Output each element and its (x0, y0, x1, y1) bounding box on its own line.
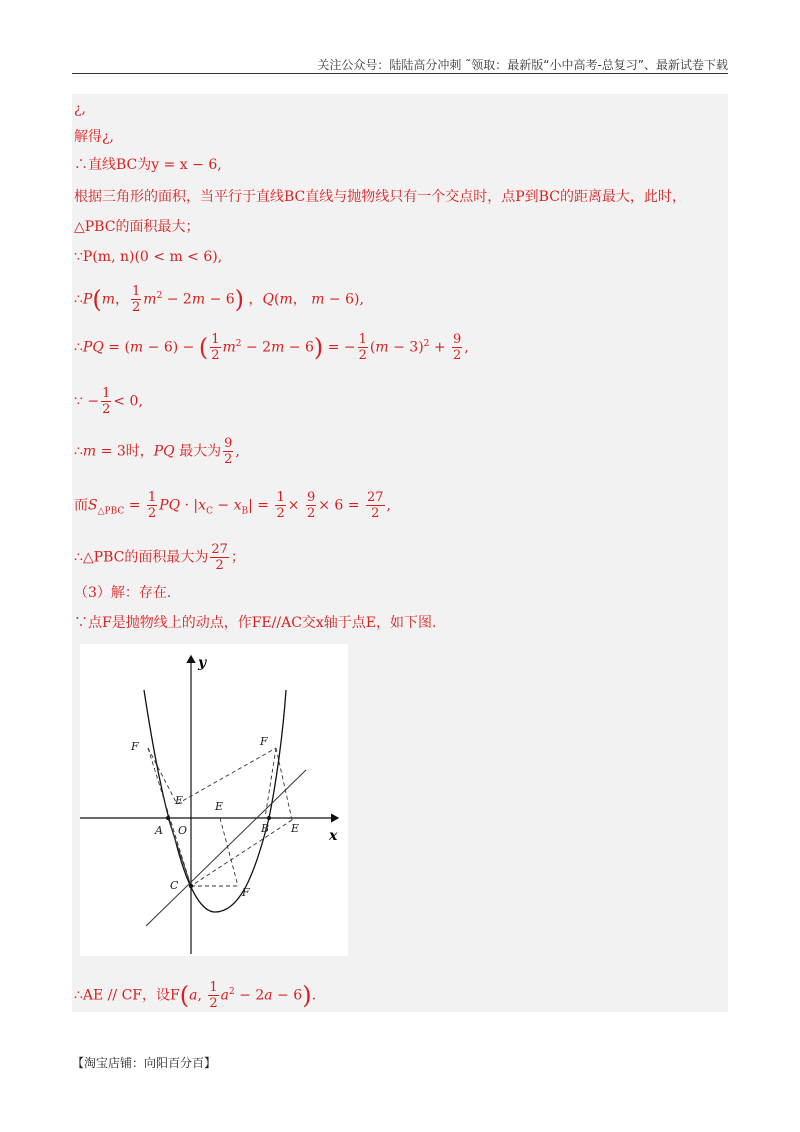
formula-line-12: ∴△PBC的面积最大为 $\frac{27}{2}$ ； (74, 542, 245, 573)
formula-line-7: ∴P(m， $\frac{1}{2}$ $m^2 - 2m - 6$) ，Q(m， m − 6), (74, 284, 364, 315)
text-line-5: △PBC的面积最大； (74, 219, 200, 235)
text-line-3: ∴直线BC为y = x − 6, (74, 157, 222, 173)
text-line-15: ∴AE // CF，设F (74, 987, 180, 1004)
text-line-12: ∴△PBC的面积最大为 (74, 549, 209, 566)
formula-line-8: ∴PQ = (m − 6) − ( $\frac{1}{2}$ $m^2 - 2m - 6$) = − $\frac{1}{2}$ $(m - 3)^2$ + $\frac{9}{2}$ , (74, 332, 469, 363)
text-line-2: 解得¿, (74, 129, 114, 145)
text-line-14: ∵点F是抛物线上的动点，作FE//AC交x轴于点E，如下图. (74, 615, 437, 631)
label-B: B (261, 822, 270, 835)
text-line-9: ∵ − (74, 393, 100, 410)
text-line-6: ∵P(m, n)(0 < m < 6), (74, 249, 223, 265)
text-line-4: 根据三角形的面积，当平行于直线BC直线与抛物线只有一个交点时，点P到BC的距离最大，此时， (74, 189, 686, 205)
text-line-1: ¿, (74, 101, 86, 117)
label-F1: F (131, 740, 139, 753)
x-axis-label: x (329, 828, 338, 844)
page-footer: 【淘宝店铺：向阳百分百】 (72, 1056, 217, 1070)
label-F2: F (260, 735, 268, 748)
y-axis-label: y (198, 655, 207, 671)
parabola-figure (80, 644, 348, 956)
header-rule (72, 73, 728, 74)
label-E1: E (175, 794, 184, 807)
label-F3: F (242, 886, 250, 899)
formula-line-11: 而$S_{\triangle PBC}$ = $\frac{1}{2}$ PQ · $|x_C - x_B|$ = $\frac{1}{2}$ × $\frac{9}{2}$ × 6 = $\frac{27}{2}$ , (74, 490, 391, 521)
label-C: C (170, 879, 179, 892)
label-O: O (178, 824, 188, 837)
label-E2: E (215, 800, 224, 813)
page-header: 关注公众号：陆陆高分冲刺 ˜领取：最新版“小中高考-总复习”、最新试卷下载 (317, 58, 728, 72)
label-A: A (155, 824, 163, 837)
text-line-13: （3）解：存在. (74, 585, 172, 601)
line-bc (146, 770, 306, 926)
formula-line-10: ∴m = 3时，PQ 最大为 $\frac{9}{2}$ , (74, 436, 240, 467)
label-E3: E (291, 822, 300, 835)
formula-line-9: ∵ − $\frac{1}{2}$ < 0, (74, 386, 143, 417)
formula-line-15: ∴AE // CF，设F(a, $\frac{1}{2}$ $a^2 - 2a - 6$). (74, 980, 317, 1011)
